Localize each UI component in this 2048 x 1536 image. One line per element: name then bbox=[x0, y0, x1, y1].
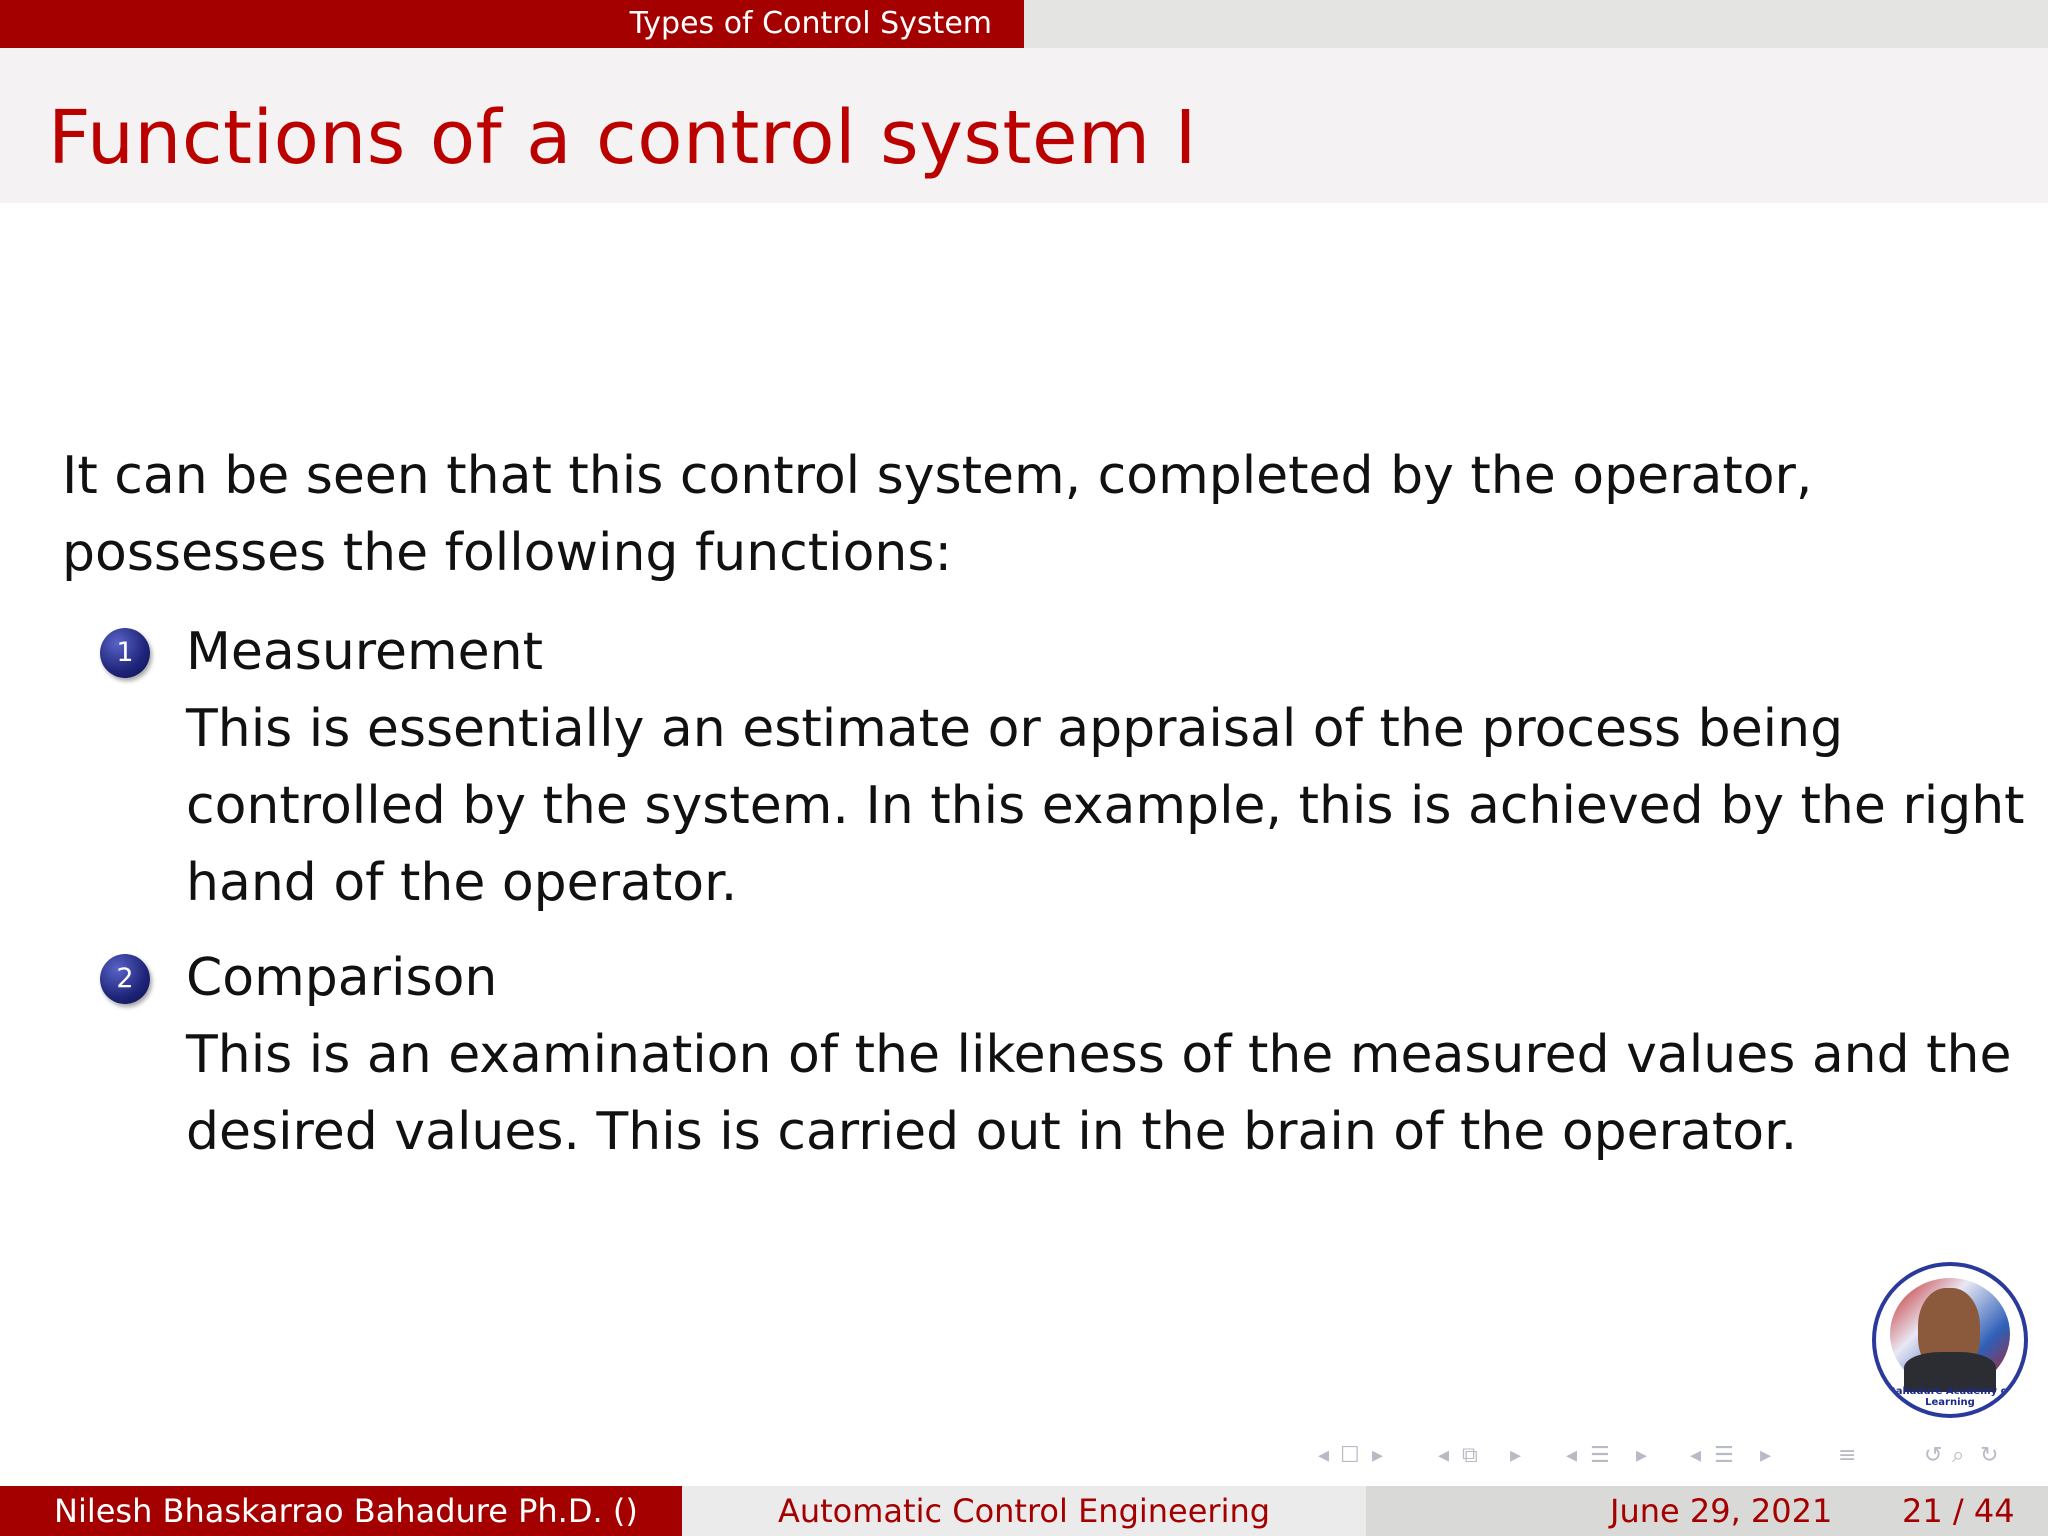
frame-icon[interactable]: ☐ bbox=[1340, 1443, 1360, 1468]
academy-logo bbox=[1872, 1262, 2028, 1418]
section-title[interactable]: Types of Control System bbox=[0, 0, 1024, 48]
footer-course[interactable]: Automatic Control Engineering bbox=[682, 1486, 1366, 1536]
description-line: This is an examination of the likeness of the measured values and the bbox=[186, 1025, 2012, 1085]
description-line: This is essentially an estimate or appraisal of the process being bbox=[186, 699, 1844, 759]
intro-line: possesses the following functions: bbox=[62, 523, 952, 583]
nav-prev-icon[interactable]: ◂ bbox=[1438, 1443, 1450, 1468]
item-title: Comparison bbox=[186, 948, 498, 1008]
footer-date-page bbox=[1366, 1486, 2048, 1536]
description-line: desired values. This is carried out in the brain of the operator. bbox=[186, 1102, 1798, 1162]
item-number-badge: 1 bbox=[100, 628, 150, 678]
frame-title-bar bbox=[0, 48, 2048, 203]
description-line: controlled by the system. In this example, this is achieved by the right bbox=[186, 776, 2025, 836]
logo-text: Bahadure Academy of Learning bbox=[1888, 1386, 2012, 1408]
menu-icon[interactable]: ≡ bbox=[1838, 1443, 1857, 1468]
search-icon[interactable]: ⌕ bbox=[1952, 1443, 1965, 1468]
frame-title: Functions of a control system I bbox=[48, 95, 1197, 181]
footer-author[interactable]: Nilesh Bhaskarrao Bahadure Ph.D. () bbox=[0, 1486, 682, 1536]
subsection-icon[interactable]: ⧉ bbox=[1462, 1443, 1478, 1468]
redo-icon[interactable]: ↻ bbox=[1980, 1443, 1999, 1468]
footer-page-number: 21 / 44 bbox=[1902, 1492, 2015, 1530]
nav-next-icon[interactable]: ▸ bbox=[1636, 1443, 1648, 1468]
undo-icon[interactable]: ↺ bbox=[1924, 1443, 1943, 1468]
section-icon[interactable]: ☰ bbox=[1714, 1443, 1734, 1468]
section-icon[interactable]: ☰ bbox=[1590, 1443, 1610, 1468]
nav-next-icon[interactable]: ▸ bbox=[1372, 1443, 1384, 1468]
description-line: hand of the operator. bbox=[186, 853, 738, 913]
header-bar bbox=[0, 0, 2048, 48]
footer-date: June 29, 2021 bbox=[1610, 1492, 1833, 1530]
nav-next-icon[interactable]: ▸ bbox=[1510, 1443, 1522, 1468]
item-description bbox=[186, 691, 2025, 922]
nav-next-icon[interactable]: ▸ bbox=[1760, 1443, 1772, 1468]
item-number-badge: 2 bbox=[100, 954, 150, 1004]
intro-text bbox=[62, 438, 1962, 592]
item-title: Measurement bbox=[186, 622, 543, 682]
navigation-bar bbox=[1310, 1438, 2030, 1474]
intro-line: It can be seen that this control system, completed by the operator, bbox=[62, 446, 1813, 506]
footer-bar bbox=[0, 1486, 2048, 1536]
nav-prev-icon[interactable]: ◂ bbox=[1690, 1443, 1702, 1468]
nav-prev-icon[interactable]: ◂ bbox=[1566, 1443, 1578, 1468]
item-description bbox=[186, 1017, 2012, 1171]
nav-prev-icon[interactable]: ◂ bbox=[1318, 1443, 1330, 1468]
